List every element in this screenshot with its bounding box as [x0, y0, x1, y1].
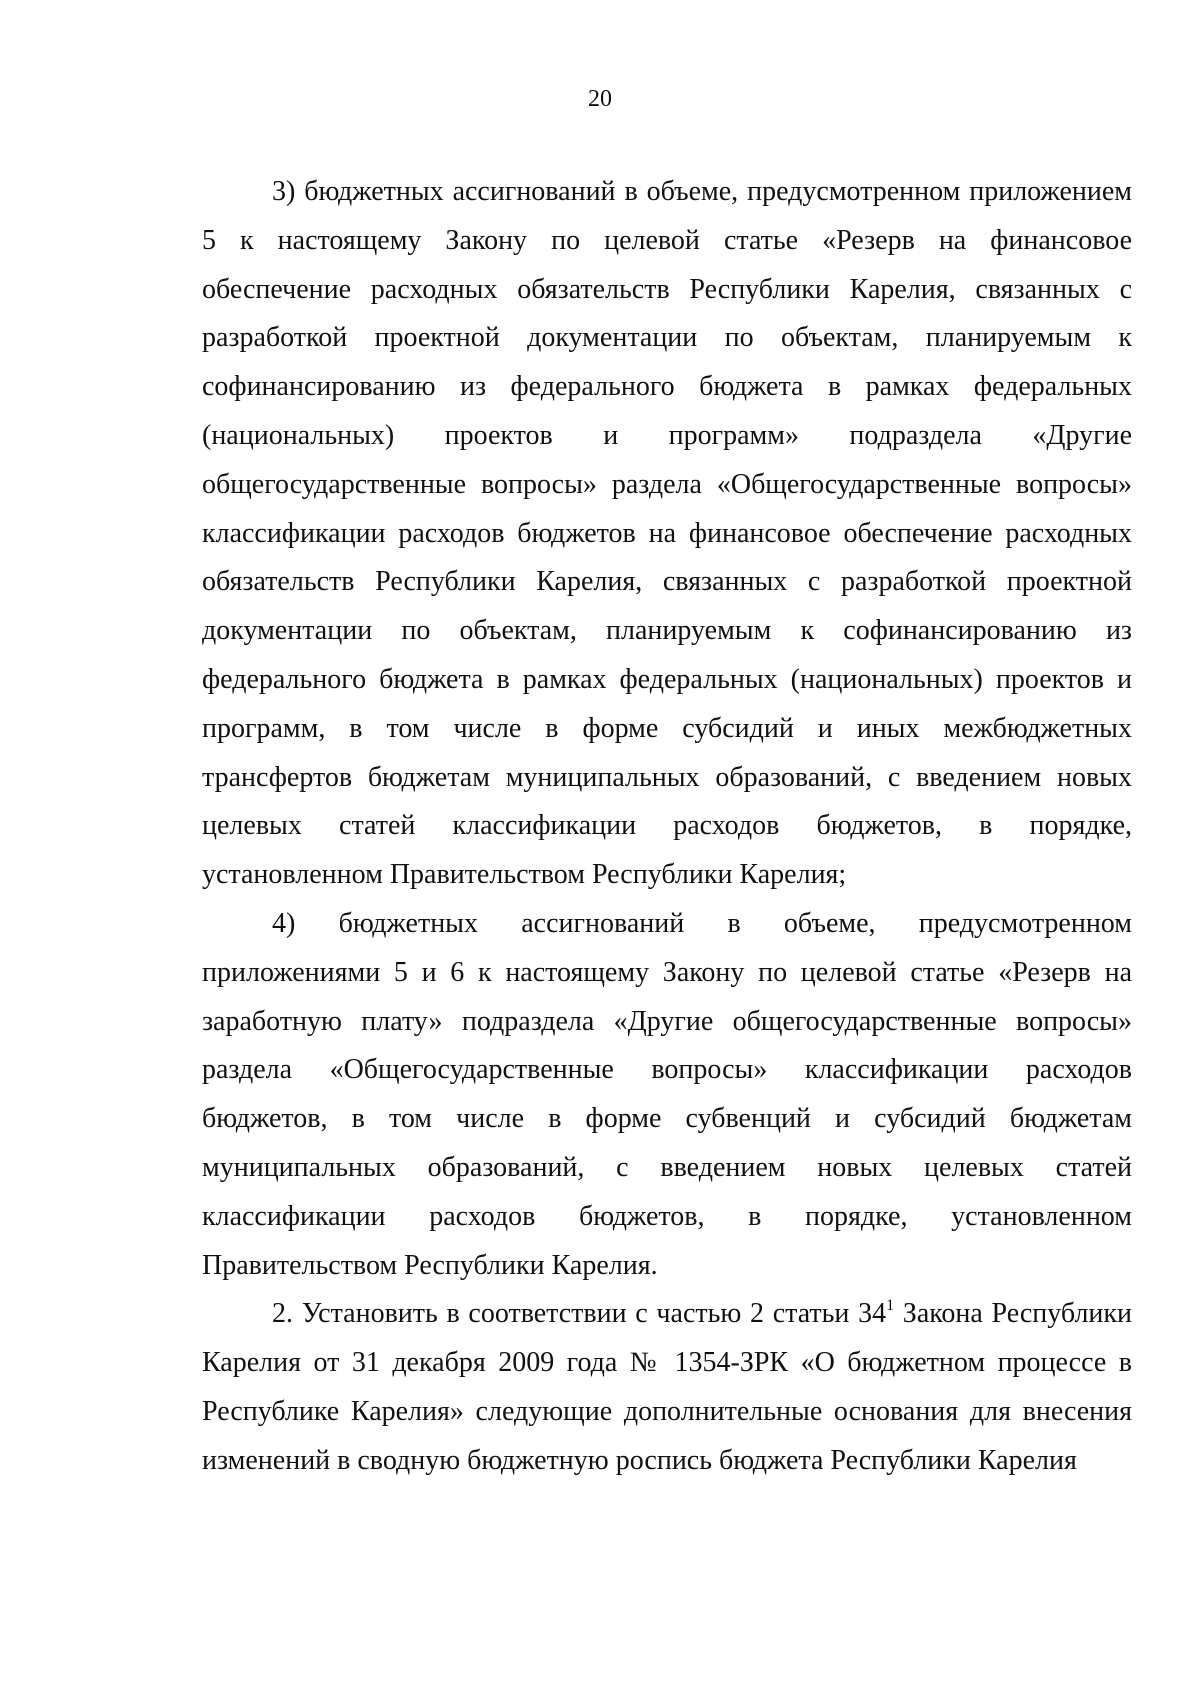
paragraph-section-2-text-after: Закона Республики Карелия от 31 декабря 2009 года № 1354-ЗРК «О бюджетном процессе в Республике Карелия» следующие дополнительные основания для внесения изменений в сводную бюджетную роспись бюджета Республики Карелия	[202, 1298, 1133, 1476]
paragraph-section-2-text-before: 2. Установить в соответствии с частью 2 статьи 34	[272, 1298, 887, 1330]
paragraph-section-2	[202, 1290, 1132, 1485]
paragraph-item-4: 4) бюджетных ассигнований в объеме, предусмотренном приложениями 5 и 6 к настоящему Закону по целевой статье «Резерв на заработную плату» подраздела «Другие общегосударственные вопросы» раздела «Общегосударственные вопросы» классификации расходов бюджетов, в том числе в форме субвенций и субсидий бюджетам муниципальных образований, с введением новых целевых статей классификации расходов бюджетов, в порядке, установленном Правительством Республики Карелия.	[202, 907, 1132, 1281]
paragraph-item-3: 3) бюджетных ассигнований в объеме, предусмотренном приложением 5 к настоящему Закону по целевой статье «Резерв на финансовое обеспечение расходных обязательств Республики Карелия, связанных с разработкой проектной документации по объектам, планируемым к софинансированию из федерального бюджета в рамках федеральных (национальных) проектов и программ» подраздела «Другие общегосударственные вопросы» раздела «Общегосударственные вопросы» классификации расходов бюджетов на финансовое обеспечение расходных обязательств Республики Карелия, связанных с разработкой проектной документации по объектам, планируемым к софинансированию из федерального бюджета в рамках федеральных (национальных) проектов и программ, в том числе в форме субсидий и иных межбюджетных трансфертов бюджетам муниципальных образований, с введением новых целевых статей классификации расходов бюджетов, в порядке, установленном Правительством Республики Карелия;	[202, 176, 1132, 891]
page-number: 20	[588, 86, 612, 112]
article-superscript: 1	[886, 1297, 895, 1315]
document-body	[202, 168, 1132, 1486]
